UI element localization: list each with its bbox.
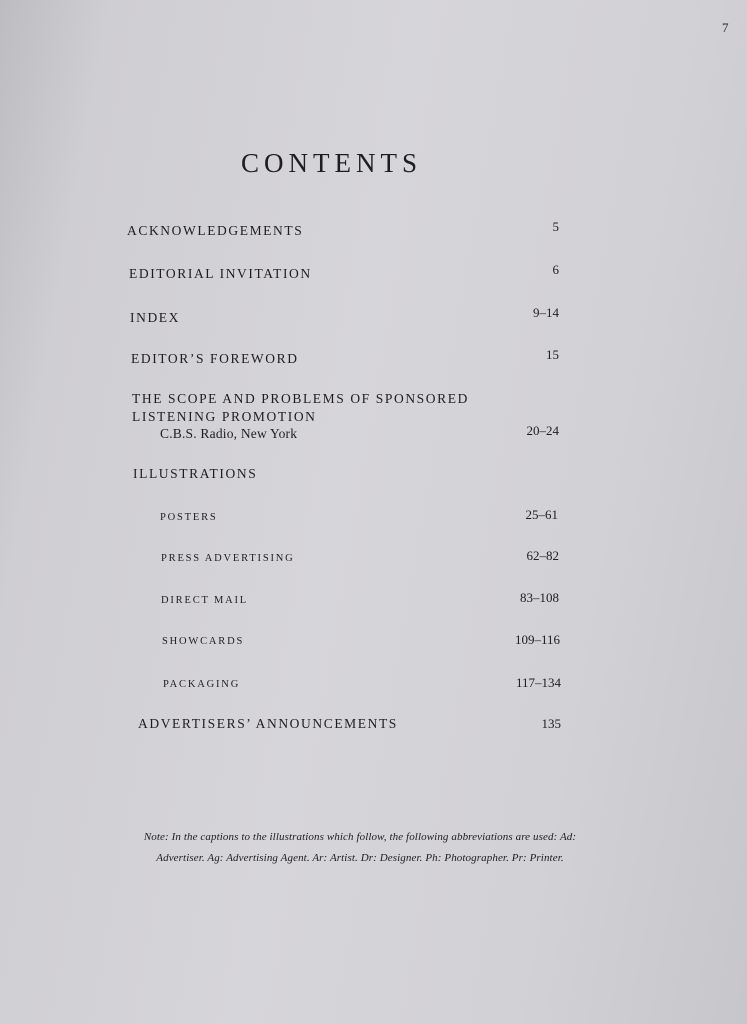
toc-entry-scope-line2: LISTENING PROMOTION (132, 409, 317, 424)
page-title: CONTENTS (241, 148, 422, 178)
toc-pages-scope: 20–24 (526, 423, 559, 438)
toc-entry-scope-line1: THE SCOPE AND PROBLEMS OF SPONSORED (132, 391, 469, 406)
abbreviations-note: Note: In the captions to the illustrations which follow, the following abbreviations are used: Ad: Advertiser. Ag: Advertising Agent. Ar: Artist. Dr: Designer. Ph: Photographer. Pr: Printer. (143, 831, 577, 864)
toc-entry-acknowledgements: ACKNOWLEDGEMENTS (127, 223, 304, 238)
toc-entry-illustrations: ILLUSTRATIONS (133, 466, 258, 481)
toc-entry-advertisers-announcements: ADVERTISERS’ ANNOUNCEMENTS (138, 716, 398, 731)
toc-subentry-press-advertising: PRESS ADVERTISING (161, 553, 295, 564)
toc-entry-scope-source: C.B.S. Radio, New York (160, 426, 298, 441)
toc-pages-index: 9–14 (533, 305, 559, 320)
toc-pages-showcards: 109–116 (514, 632, 560, 647)
toc-pages-advertisers-announcements: 135 (541, 716, 561, 731)
toc-subentry-posters: POSTERS (160, 512, 218, 523)
toc-pages-posters: 25–61 (525, 507, 558, 522)
toc-pages-direct-mail: 83–108 (520, 590, 559, 605)
toc-pages-editorial-invitation: 6 (552, 262, 559, 277)
toc-entry-editorial-invitation: EDITORIAL INVITATION (129, 266, 312, 281)
toc-pages-packaging: 117–134 (515, 675, 561, 690)
toc-pages-editors-foreword: 15 (546, 347, 559, 362)
toc-entry-index: INDEX (130, 310, 180, 325)
toc-subentry-direct-mail: DIRECT MAIL (161, 595, 248, 606)
toc-pages-press-advertising: 62–82 (526, 548, 559, 563)
toc-entry-editors-foreword: EDITOR’S FOREWORD (131, 351, 299, 366)
page-number: 7 (722, 20, 729, 35)
toc-pages-acknowledgements: 5 (552, 219, 559, 234)
toc-subentry-packaging: PACKAGING (163, 679, 241, 690)
toc-subentry-showcards: SHOWCARDS (162, 636, 245, 647)
